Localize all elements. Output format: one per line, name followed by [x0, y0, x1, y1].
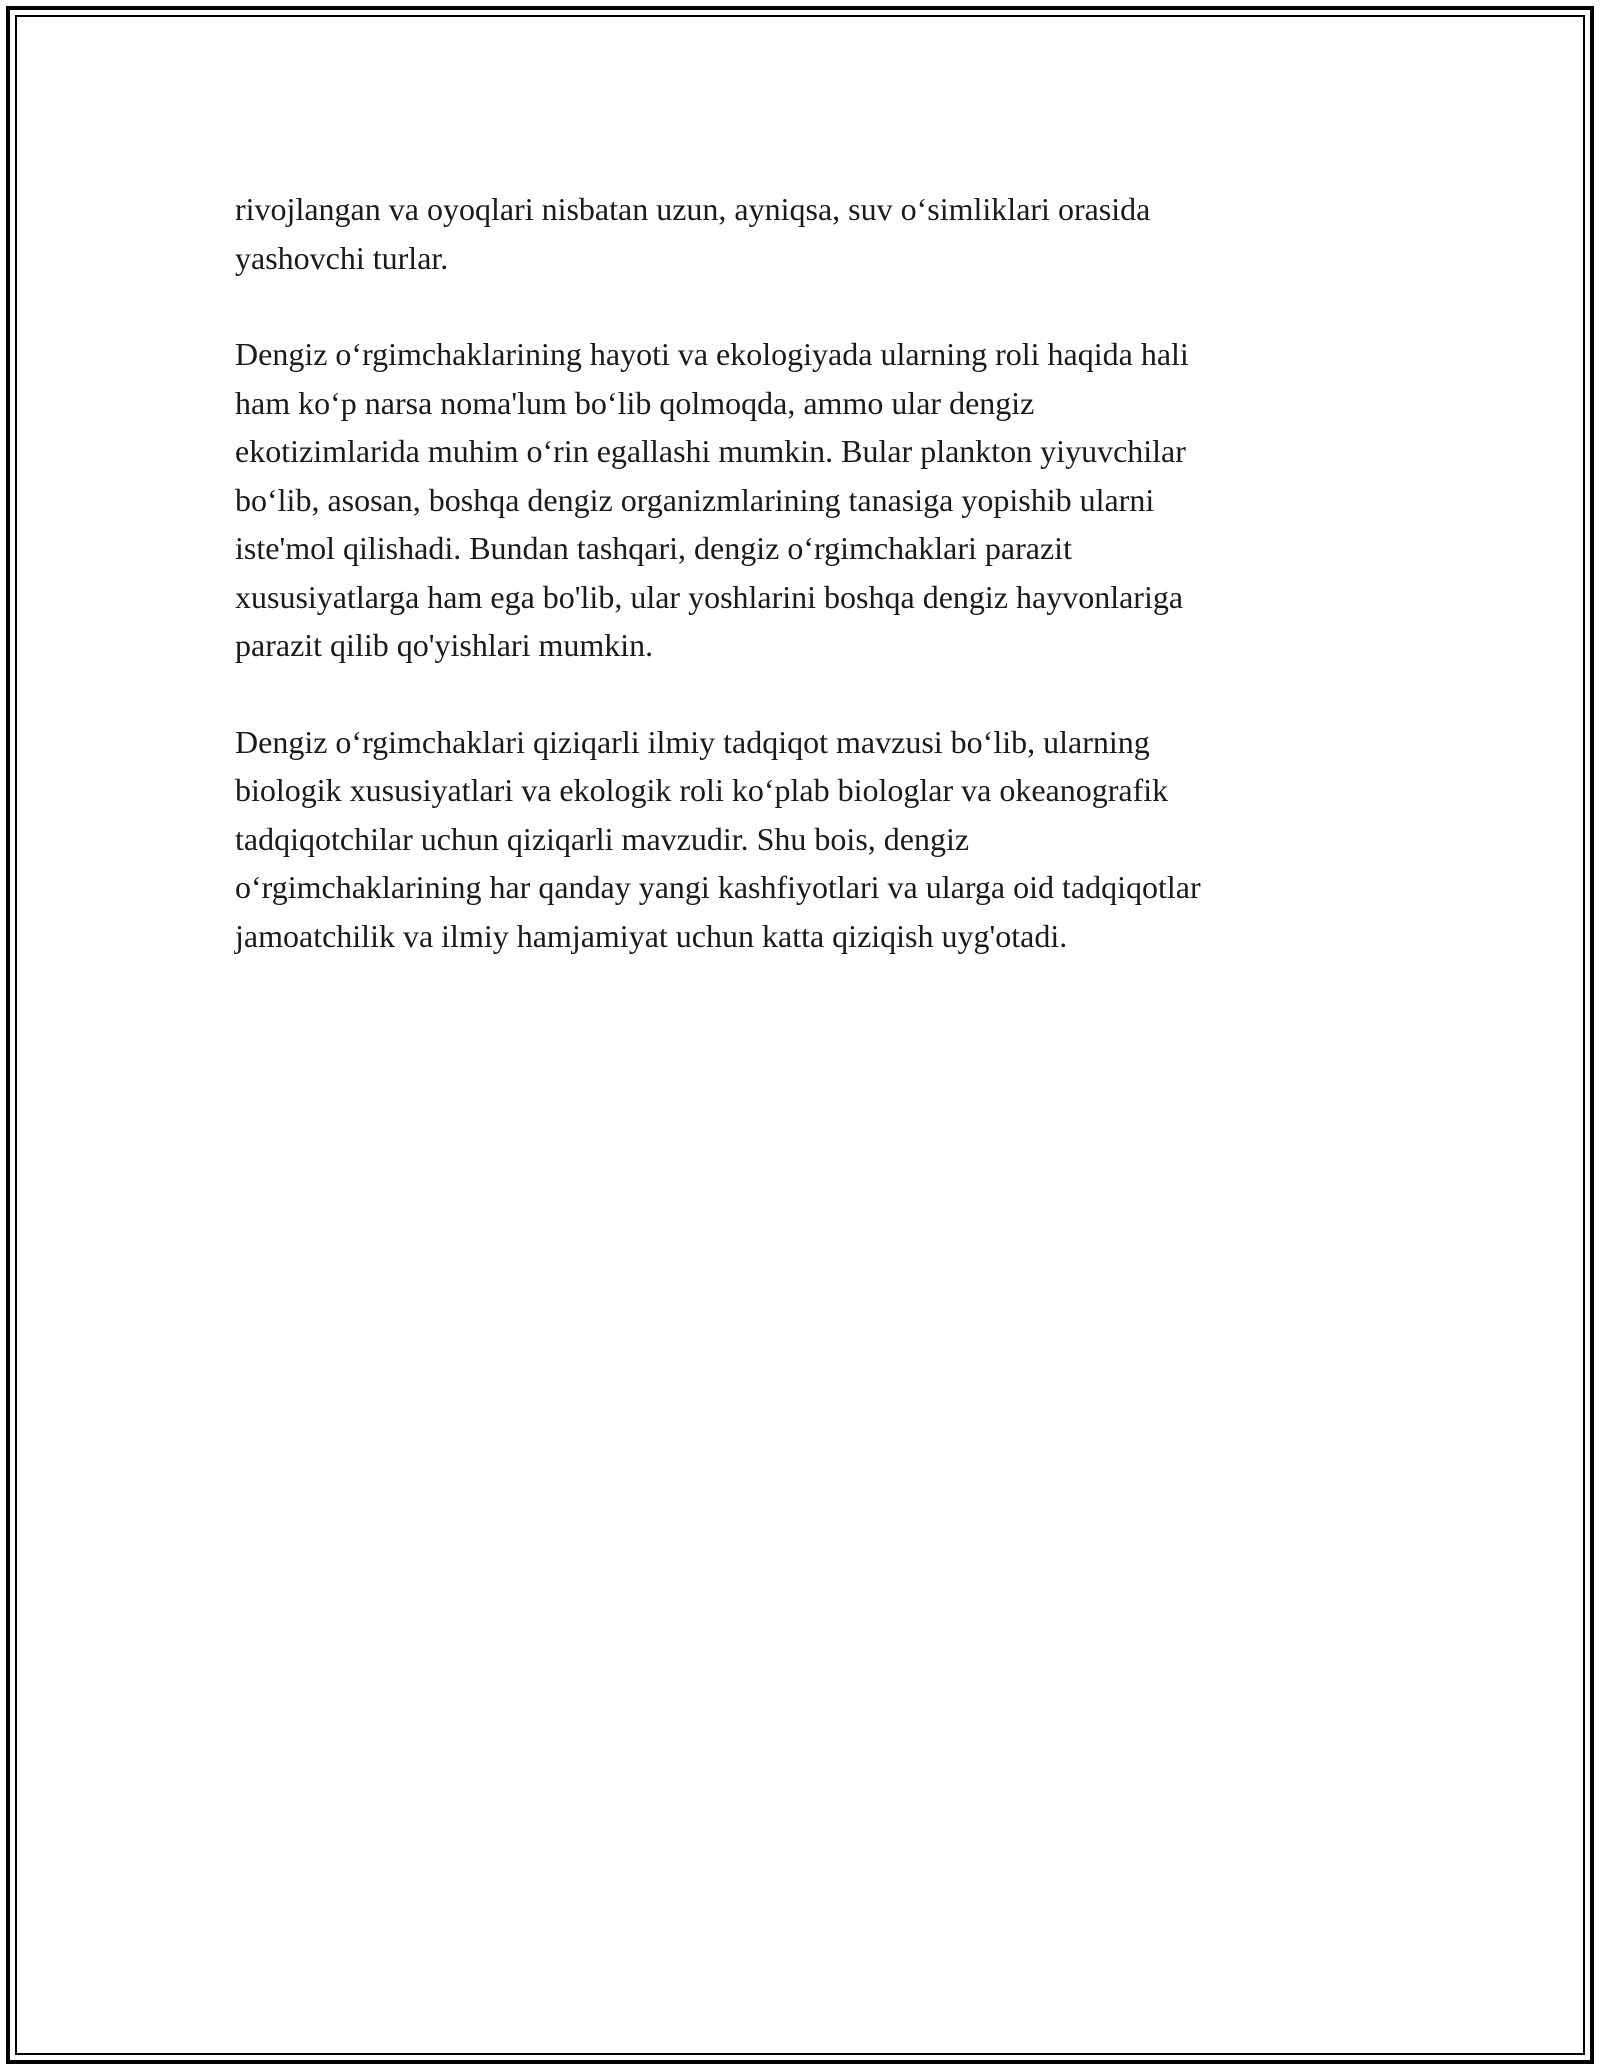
paragraph-1: rivojlangan va oyoqlari nisbatan uzun, ayniqsa, suv o‘simliklari orasida yashovchi turlar. [235, 191, 1151, 276]
paragraph-3: Dengiz o‘rgimchaklari qiziqarli ilmiy tadqiqot mavzusi bo‘lib, ularning biologik xususiyatlari va ekologik roli ko‘plab biologlar va okeanografik tadqiqotchilar uchun qiziqarli mavzudir. Shu bois, dengiz o‘rgimchaklarining har qanday yangi kashfiyotlari va ularga oid tadqiqotlar jamoatchilik va ilmiy hamjamiyat uchun katta qiziqish uyg'otadi. [235, 723, 1201, 954]
document-body [235, 185, 1365, 1008]
paragraph-2: Dengiz o‘rgimchaklarining hayoti va ekologiyada ularning roli haqida hali ham ko‘p narsa noma'lum bo‘lib qolmoqda, ammo ular dengiz ekotizimlarida muhim o‘rin egallashi mumkin. Bular plankton yiyuvchilar bo‘lib, asosan, boshqa dengiz organizmlarining tanasiga yopishib ularni iste'mol qilishadi. Bundan tashqari, dengiz o‘rgimchaklari parazit xususiyatlarga ham ega bo'lib, ular yoshlarini boshqa dengiz hayvonlariga parazit qilib qo'yishlari mumkin. [235, 336, 1189, 663]
